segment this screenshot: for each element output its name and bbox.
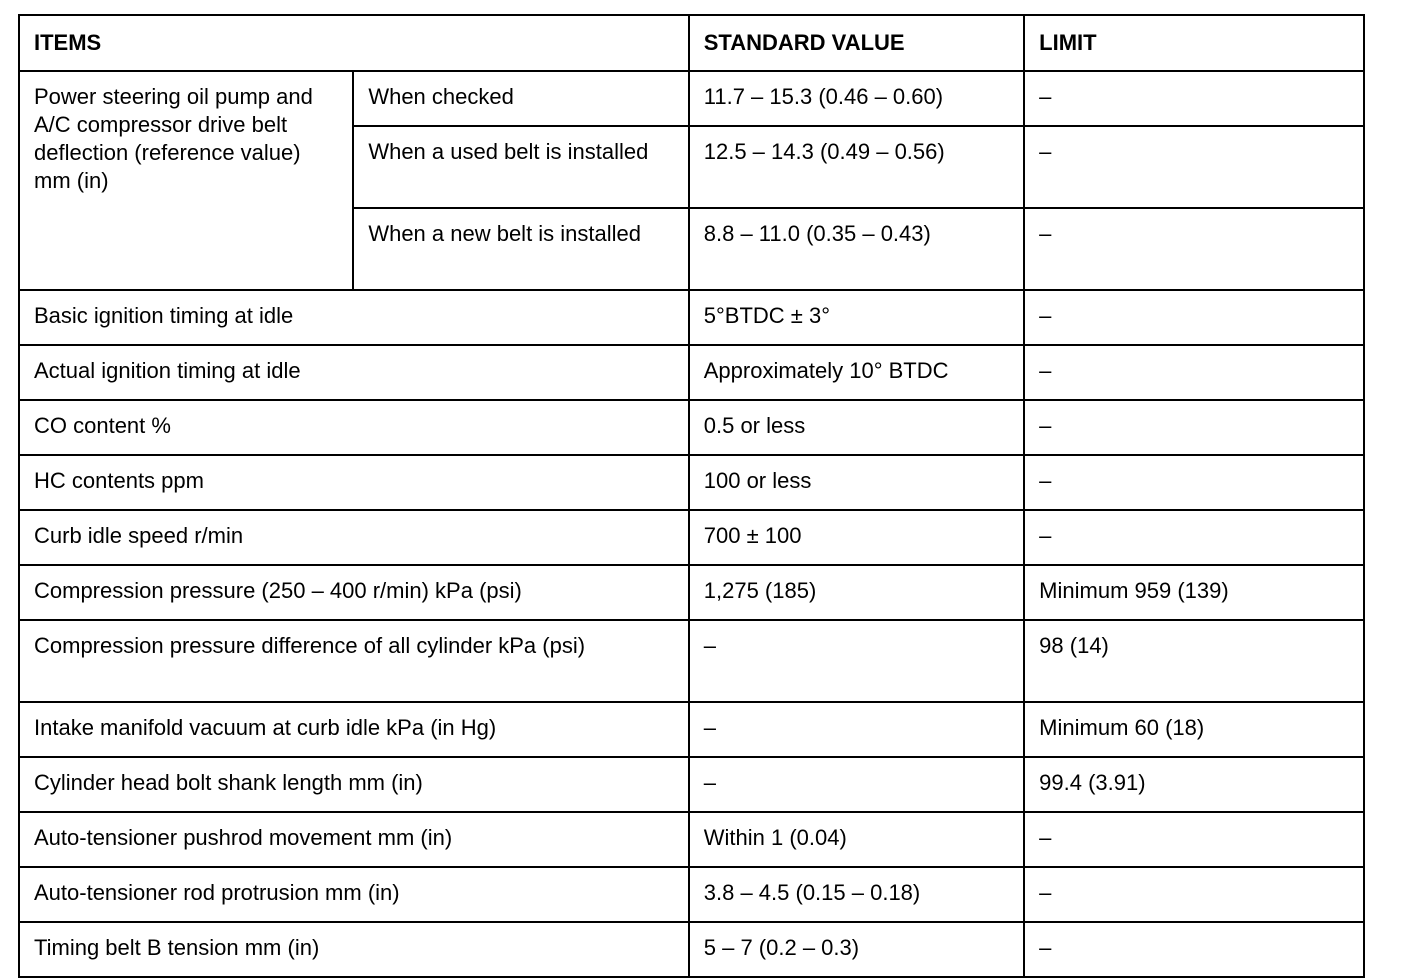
belt-condition: When checked: [353, 71, 688, 126]
limit-cell: –: [1024, 922, 1364, 977]
item-cell: Actual ignition timing at idle: [19, 345, 689, 400]
limit-cell: –: [1024, 510, 1364, 565]
limit-cell: –: [1024, 290, 1364, 345]
standard-value-cell: 1,275 (185): [689, 565, 1024, 620]
header-row: [19, 15, 1364, 71]
limit-cell: –: [1024, 867, 1364, 922]
standard-value-cell: 0.5 or less: [689, 400, 1024, 455]
item-cell: Auto-tensioner rod protrusion mm (in): [19, 867, 689, 922]
item-cell: CO content %: [19, 400, 689, 455]
limit-cell: 99.4 (3.91): [1024, 757, 1364, 812]
standard-value-cell: 8.8 – 11.0 (0.35 – 0.43): [689, 208, 1024, 290]
item-cell: Cylinder head bolt shank length mm (in): [19, 757, 689, 812]
standard-value-cell: 700 ± 100: [689, 510, 1024, 565]
item-cell: Intake manifold vacuum at curb idle kPa (in Hg): [19, 702, 689, 757]
belt-deflection-item: Power steering oil pump and A/C compressor drive belt deflection (reference value) mm (in): [19, 71, 353, 290]
item-cell: Compression pressure (250 – 400 r/min) kPa (psi): [19, 565, 689, 620]
standard-value-cell: Within 1 (0.04): [689, 812, 1024, 867]
header-items: ITEMS: [19, 15, 689, 71]
standard-value-cell: –: [689, 702, 1024, 757]
item-cell: Auto-tensioner pushrod movement mm (in): [19, 812, 689, 867]
standard-value-cell: –: [689, 757, 1024, 812]
table-row: [19, 620, 1364, 702]
limit-cell: –: [1024, 71, 1364, 126]
limit-cell: –: [1024, 400, 1364, 455]
specifications-table: [18, 14, 1365, 978]
header-limit: LIMIT: [1024, 15, 1364, 71]
limit-cell: –: [1024, 455, 1364, 510]
table-row: [19, 71, 1364, 126]
item-cell: Curb idle speed r/min: [19, 510, 689, 565]
limit-cell: Minimum 959 (139): [1024, 565, 1364, 620]
standard-value-cell: 5 – 7 (0.2 – 0.3): [689, 922, 1024, 977]
table-row: [19, 867, 1364, 922]
standard-value-cell: –: [689, 620, 1024, 702]
table-row: [19, 510, 1364, 565]
standard-value-cell: 12.5 – 14.3 (0.49 – 0.56): [689, 126, 1024, 208]
standard-value-cell: 100 or less: [689, 455, 1024, 510]
standard-value-cell: Approximately 10° BTDC: [689, 345, 1024, 400]
standard-value-cell: 5°BTDC ± 3°: [689, 290, 1024, 345]
table-row: [19, 565, 1364, 620]
table-row: [19, 922, 1364, 977]
belt-condition: When a used belt is installed: [353, 126, 688, 208]
table-row: [19, 812, 1364, 867]
table-row: [19, 290, 1364, 345]
item-cell: HC contents ppm: [19, 455, 689, 510]
limit-cell: 98 (14): [1024, 620, 1364, 702]
table-row: [19, 400, 1364, 455]
belt-condition: When a new belt is installed: [353, 208, 688, 290]
limit-cell: –: [1024, 126, 1364, 208]
standard-value-cell: 3.8 – 4.5 (0.15 – 0.18): [689, 867, 1024, 922]
limit-cell: –: [1024, 208, 1364, 290]
item-cell: Timing belt B tension mm (in): [19, 922, 689, 977]
table-row: [19, 345, 1364, 400]
item-cell: Basic ignition timing at idle: [19, 290, 689, 345]
table-row: [19, 757, 1364, 812]
table-row: [19, 702, 1364, 757]
table-row: [19, 455, 1364, 510]
limit-cell: Minimum 60 (18): [1024, 702, 1364, 757]
limit-cell: –: [1024, 345, 1364, 400]
header-standard-value: STANDARD VALUE: [689, 15, 1024, 71]
standard-value-cell: 11.7 – 15.3 (0.46 – 0.60): [689, 71, 1024, 126]
item-cell: Compression pressure difference of all cylinder kPa (psi): [19, 620, 689, 702]
limit-cell: –: [1024, 812, 1364, 867]
